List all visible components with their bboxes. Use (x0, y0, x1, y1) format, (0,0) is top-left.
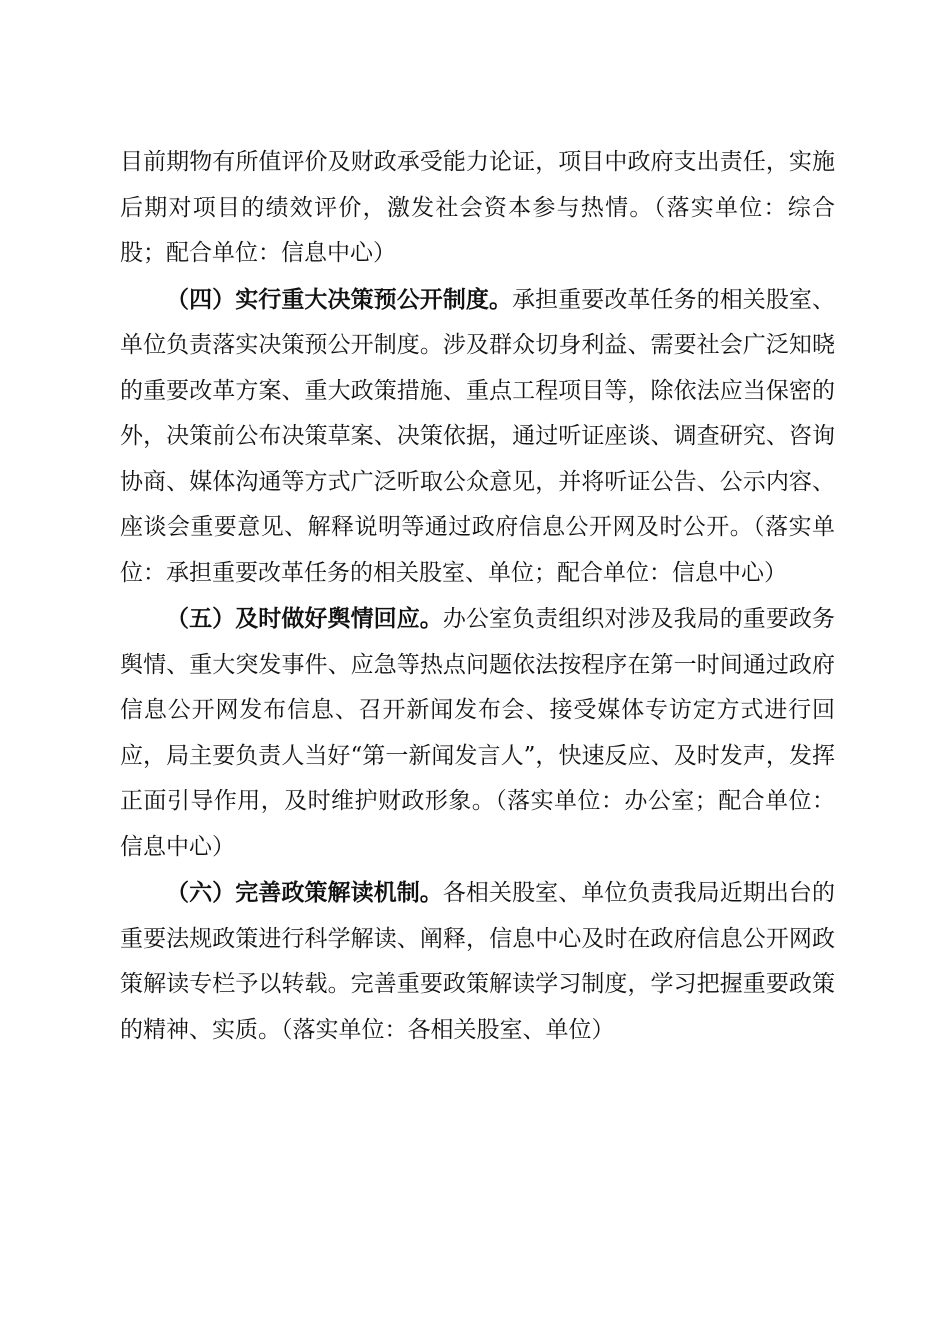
paragraph-text: 办公室负责组织对涉及我局的重要政务舆情、重大突发事件、应急等热点问题依法按程序在第一时间通过政府信息公开网发布信息、召开新闻发布会、接受媒体专访定方式进行回应，局主要负责人当好“第一新闻发言人”，快速反应、及时发声，发挥正面引导作用，及时维护财政形象。（落实单位：办公室；配合单位：信息中心） (120, 606, 836, 860)
paragraph-public-opinion-response (120, 596, 835, 870)
paragraph-decision-disclosure (120, 277, 835, 597)
paragraph-text: 承担重要改革任务的相关股室、单位负责落实决策预公开制度。涉及群众切身利益、需要社会广泛知晓的重要改革方案、重大政策措施、重点工程项目等，除依法应当保密的外，决策前公布决策草案、决策依据，通过听证座谈、调查研究、咨询协商、媒体沟通等方式广泛听取公众意见，并将听证公告、公示内容、座谈会重要意见、解释说明等通过政府信息公开网及时公开。（落实单位：承担重要改革任务的相关股室、单位；配合单位：信息中心） (120, 286, 836, 586)
paragraph-policy-interpretation (120, 870, 835, 1053)
paragraph-text: 目前期物有所值评价及财政承受能力论证，项目中政府支出责任，实施后期对项目的绩效评价，激发社会资本参与热情。（落实单位：综合股；配合单位：信息中心） (120, 149, 835, 266)
paragraph-text: 各相关股室、单位负责我局近期出台的重要法规政策进行科学解读、阐释，信息中心及时在政府信息公开网政策解读专栏予以转载。完善重要政策解读学习制度，学习把握重要政策的精神、实质。（落实单位：各相关股室、单位） (120, 880, 836, 1043)
paragraph-continuation (120, 140, 835, 277)
section-heading: （六）完善政策解读机制。 (166, 879, 443, 906)
section-heading: （四）实行重大决策预公开制度。 (166, 285, 513, 313)
section-heading: （五）及时做好舆情回应。 (166, 605, 443, 632)
document-body (120, 140, 835, 1053)
